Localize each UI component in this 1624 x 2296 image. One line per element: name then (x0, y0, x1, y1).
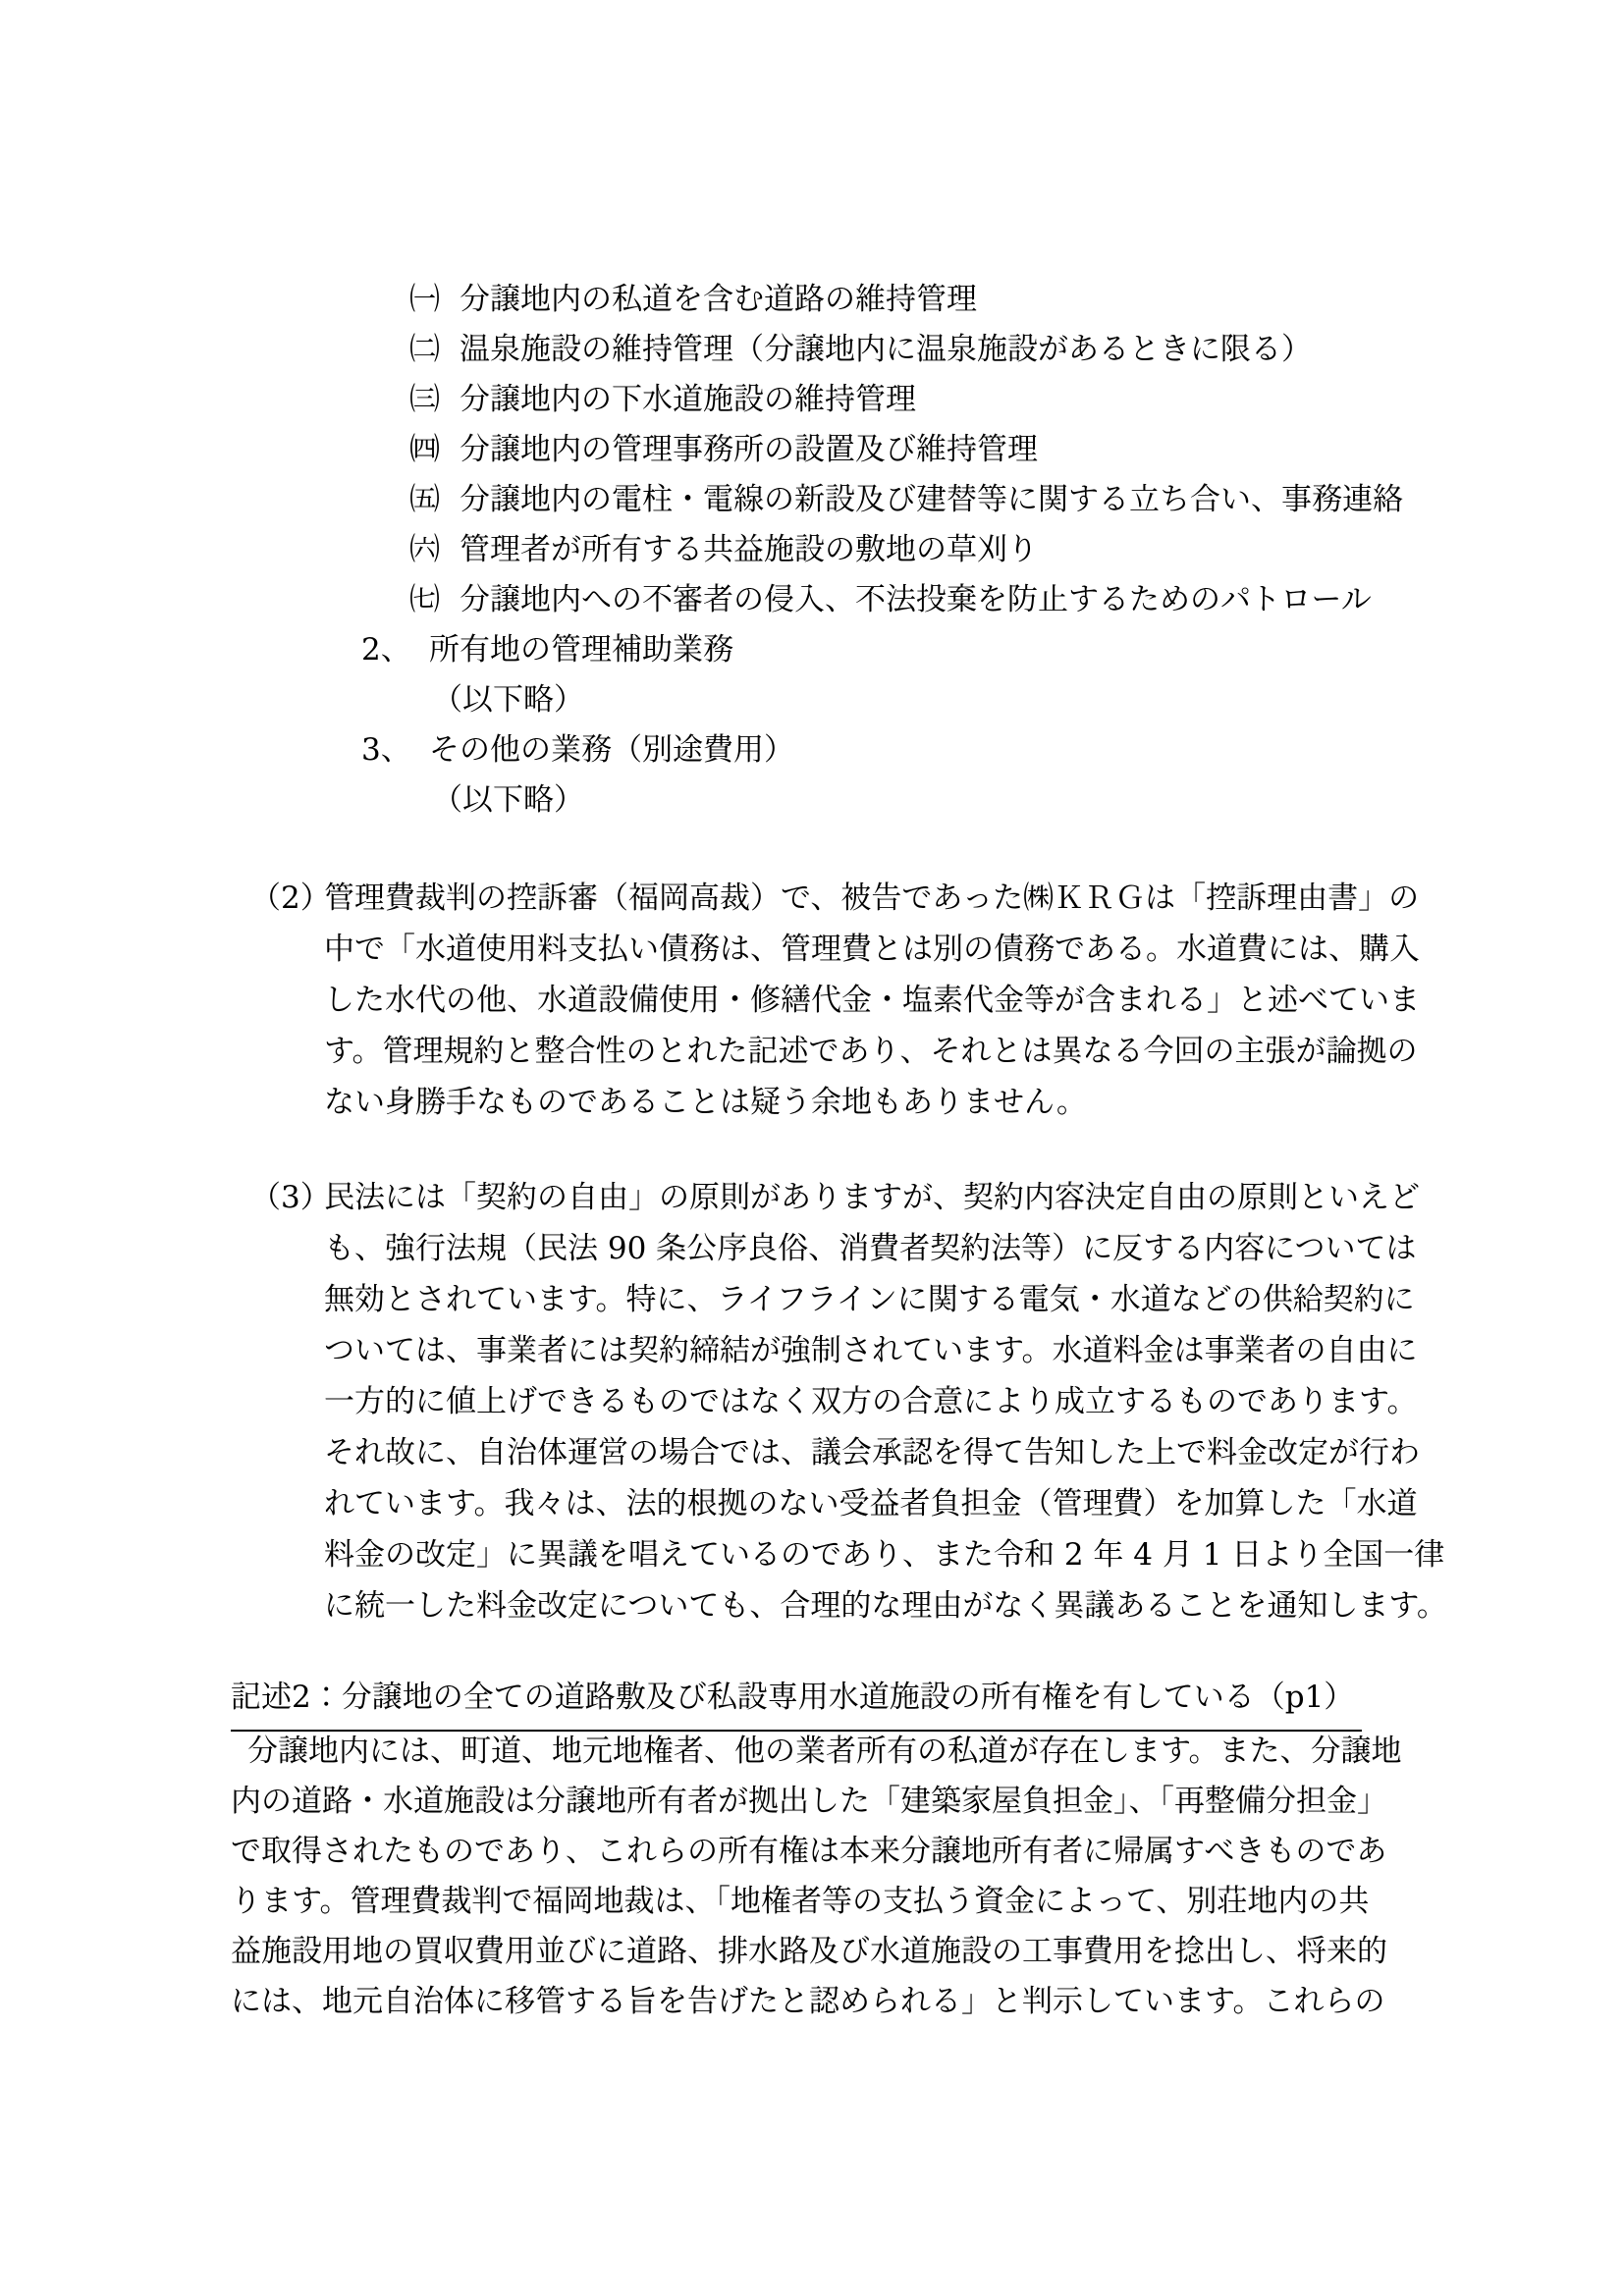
statement-2-heading-text: 記述2：分譲地の全ての道路敷及び私設専用水道施設の所有権を有している（p1） (231, 1672, 1362, 1732)
numbered-item-marker: 2、 (361, 632, 411, 667)
paragraph-2-line: 中で「水道使用料支払い債務は、管理費とは別の債務である。水道費には、購入 (324, 932, 1420, 967)
list-item-text: 分譲地内の下水道施設の維持管理 (460, 382, 916, 417)
numbered-item (0, 725, 1624, 775)
statement-2-heading-section (0, 1672, 1624, 1723)
omission-note: （以下略） (432, 682, 584, 718)
list-item-text: 分譲地内の私道を含む道路の維持管理 (460, 282, 977, 317)
omission-note: （以下略） (432, 782, 584, 818)
paragraph-2-line: した水代の他、水道設備使用・修繕代金・塩素代金等が含まれる」と述べていま (324, 983, 1420, 1018)
paragraph-3-line: それ故に、自治体運営の場合では、議会承認を得て告知した上で料金改定が行わ (324, 1435, 1420, 1470)
statement-2-line: ります。管理費裁判で福岡地裁は、「地権者等の支払う資金によって、別荘地内の共 (231, 1884, 1370, 1919)
paragraph-3-line: れています。我々は、法的根拠のない受益者負担金（管理費）を加算した「水道 (324, 1486, 1418, 1522)
paragraph-3-line: 無効とされています。特に、ライフラインに関する電気・水道などの供給契約に (324, 1282, 1415, 1317)
paragraph-3-line: 一方的に値上げできるものではなく双方の合意により成立するものであります。 (324, 1384, 1418, 1419)
paragraph-3-label: （3） (250, 1180, 331, 1215)
statement-2-line: 内の道路・水道施設は分譲地所有者が拠出した「建築家屋負担金」、「再整備分担金」 (231, 1784, 1387, 1819)
paragraph-2-line: す。管理規約と整合性のとれた記述であり、それとは異なる今回の主張が論拠の (324, 1034, 1418, 1069)
paragraph-3-line (0, 1172, 1624, 1223)
statement-2-body (0, 1727, 1624, 2027)
paragraph-3-line: ついては、事業者には契約締結が強制されています。水道料金は事業者の自由に (324, 1333, 1418, 1368)
paragraph-2-text: 管理費裁判の控訴審（福岡高裁）で、被告であった㈱ＫＲＧは「控訴理由書」の (324, 881, 1420, 916)
list-item-marker: ㈠ (409, 282, 440, 317)
list-item-marker: ㈡ (409, 332, 440, 367)
list-item (0, 375, 1624, 425)
statement-2-line: には、地元自治体に移管する旨を告げたと認められる」と判示しています。これらの (231, 1984, 1385, 2019)
paragraph-3 (0, 1172, 1624, 1631)
paragraph-2-line: ない身勝手なものであることは疑う余地もありません。 (324, 1085, 1087, 1120)
list-item-marker: ㈤ (409, 482, 440, 517)
list-item (0, 475, 1624, 525)
list-item-text: 分譲地内の電柱・電線の新設及び建替等に関する立ち合い、事務連絡 (460, 482, 1403, 517)
list-item-marker: ㈢ (409, 382, 440, 417)
list-item-text: 管理者が所有する共益施設の敷地の草刈り (460, 532, 1038, 567)
list-item (0, 425, 1624, 475)
statement-2-line: で取得されたものであり、これらの所有権は本来分譲地所有者に帰属すべきものであ (231, 1834, 1387, 1869)
paragraph-3-line: に統一した料金改定についても、合理的な理由がなく異議あることを通知します。 (324, 1588, 1447, 1624)
list-item (0, 325, 1624, 375)
list-item-text: 分譲地内への不審者の侵入、不法投棄を防止するためのパトロール (460, 582, 1372, 617)
paragraph-2 (0, 873, 1624, 1128)
paragraph-3-line: 料金の改定」に異議を唱えているのであり、また令和 2 年 4 月 1 日より全国一律 (324, 1537, 1445, 1573)
paragraph-2-label: （2） (250, 881, 331, 916)
statement-2-heading (0, 1672, 1624, 1723)
list-item (0, 275, 1624, 325)
list-item-marker: ㈦ (409, 582, 440, 617)
list-item (0, 575, 1624, 625)
paragraph-3-text: 民法には「契約の自由」の原則がありますが、契約内容決定自由の原則といえど (324, 1180, 1420, 1215)
list-item (0, 525, 1624, 575)
numbered-item-marker: 3、 (361, 732, 411, 768)
duties-list-section (0, 275, 1624, 826)
list-item-text: 分譲地内の管理事務所の設置及び維持管理 (460, 432, 1038, 467)
numbered-item-text: 所有地の管理補助業務 (429, 632, 733, 667)
statement-2-line: 分譲地内には、町道、地元地権者、他の業者所有の私道が存在します。また、分譲地 (247, 1734, 1402, 1769)
paragraph-3-line: も、強行法規（民法 90 条公序良俗、消費者契約法等）に反する内容については (324, 1231, 1417, 1266)
list-item-text: 温泉施設の維持管理（分譲地内に温泉施設があるときに限る） (460, 332, 1312, 367)
list-item-marker: ㈣ (409, 432, 440, 467)
list-item-marker: ㈥ (409, 532, 440, 567)
paragraph-2-line (0, 873, 1624, 924)
statement-2-line: 益施設用地の買収費用並びに道路、排水路及び水道施設の工事費用を捻出し、将来的 (231, 1934, 1387, 1969)
numbered-item (0, 625, 1624, 675)
numbered-item-text: その他の業務（別途費用） (429, 732, 794, 768)
